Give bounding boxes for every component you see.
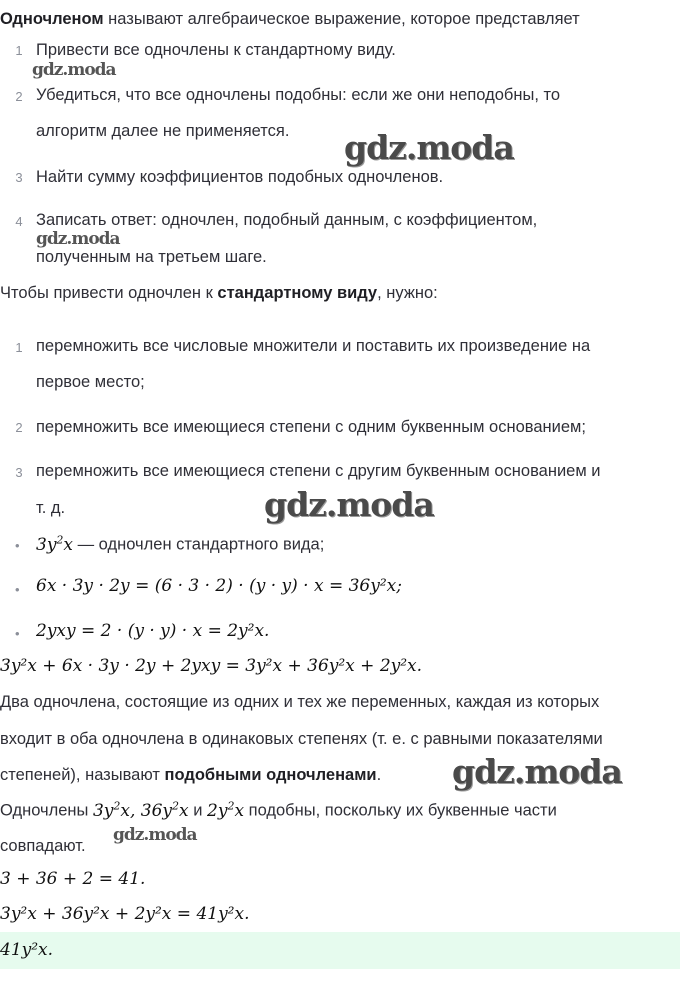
watermark-logo: gdz.moda (452, 752, 622, 791)
watermark-logo: gdz.moda (36, 229, 120, 249)
step-number: 1 (15, 340, 23, 355)
similar-statement: Одночлены $3y^2x$, $36y^2x$ и $2y^2x$ подобны, поскольку их буквенные части (0, 799, 557, 821)
coefficient-sum: 3 + 36 + 2 = 41. (0, 869, 146, 889)
step-number: 2 (15, 89, 23, 104)
step-number: 3 (15, 170, 23, 185)
watermark-logo: gdz.moda (344, 128, 514, 167)
term-monomial: Одночленом (0, 10, 104, 28)
final-sum: 3y²x + 36y²x + 2y²x = 41y²x. (0, 904, 250, 924)
example-product-2: 2yxy = 2 · (y · y) · x = 2y²x. (36, 621, 270, 641)
answer-box (0, 932, 680, 969)
step-text: т. д. (36, 499, 66, 517)
example-standard-form: $3y^2x$ — одночлен стандартного вида; (36, 533, 325, 555)
watermark-logo: gdz.moda (264, 485, 434, 524)
step-number: 4 (15, 214, 23, 229)
step-number: 1 (15, 43, 23, 58)
bullet-marker: • (15, 538, 20, 553)
similar-statement-line2: совпадают. (0, 837, 86, 855)
bullet-marker: • (15, 626, 20, 641)
step-text: перемножить все имеющиеся степени с одним буквенным основанием; (36, 418, 586, 436)
step-text: полученным на третьем шаге. (36, 248, 267, 266)
similar-def-line3: степеней), называют подобными одночленами. (0, 766, 382, 784)
step-text: Убедиться, что все одночлены подобны: если же они неподобны, то (36, 86, 561, 104)
standard-form-intro: Чтобы привести одночлен к стандартному виду, нужно: (0, 284, 438, 302)
step-text: алгоритм далее не применяется. (36, 122, 290, 140)
step-text: Найти сумму коэффициентов подобных одночленов. (36, 168, 444, 186)
step-text: Привести все одночлены к стандартному виду. (36, 41, 396, 59)
step-text: первое место; (36, 373, 145, 391)
watermark-logo: gdz.moda (32, 60, 116, 80)
step-text: перемножить все имеющиеся степени с другим буквенным основанием и (36, 462, 601, 480)
term-similar-monomials: подобными одночленами (164, 766, 377, 784)
answer-text: 41y²x. (0, 940, 54, 960)
step-text: Записать ответ: одночлен, подобный данным, с коэффициентом, (36, 211, 538, 229)
step-text: перемножить все числовые множители и поставить их произведение на (36, 337, 591, 355)
term-standard-form: стандартному виду (217, 284, 378, 302)
watermark-logo: gdz.moda (113, 825, 197, 845)
step-number: 2 (15, 420, 23, 435)
example-product: 6x · 3y · 2y = (6 · 3 · 2) · (y · y) · x = 36y²x; (36, 576, 402, 596)
similar-def-line2: входит в оба одночлена в одинаковых степенях (т. е. с равными показателями (0, 730, 603, 748)
intro-line: Одночленом называют алгебраическое выражение, которое представляет (0, 10, 580, 28)
sum-expression: 3y²x + 6x · 3y · 2y + 2yxy = 3y²x + 36y²x + 2y²x. (0, 656, 423, 676)
step-number: 3 (15, 465, 23, 480)
similar-def-line1: Два одночлена, состоящие из одних и тех же переменных, каждая из которых (0, 693, 600, 711)
bullet-marker: • (15, 582, 20, 597)
